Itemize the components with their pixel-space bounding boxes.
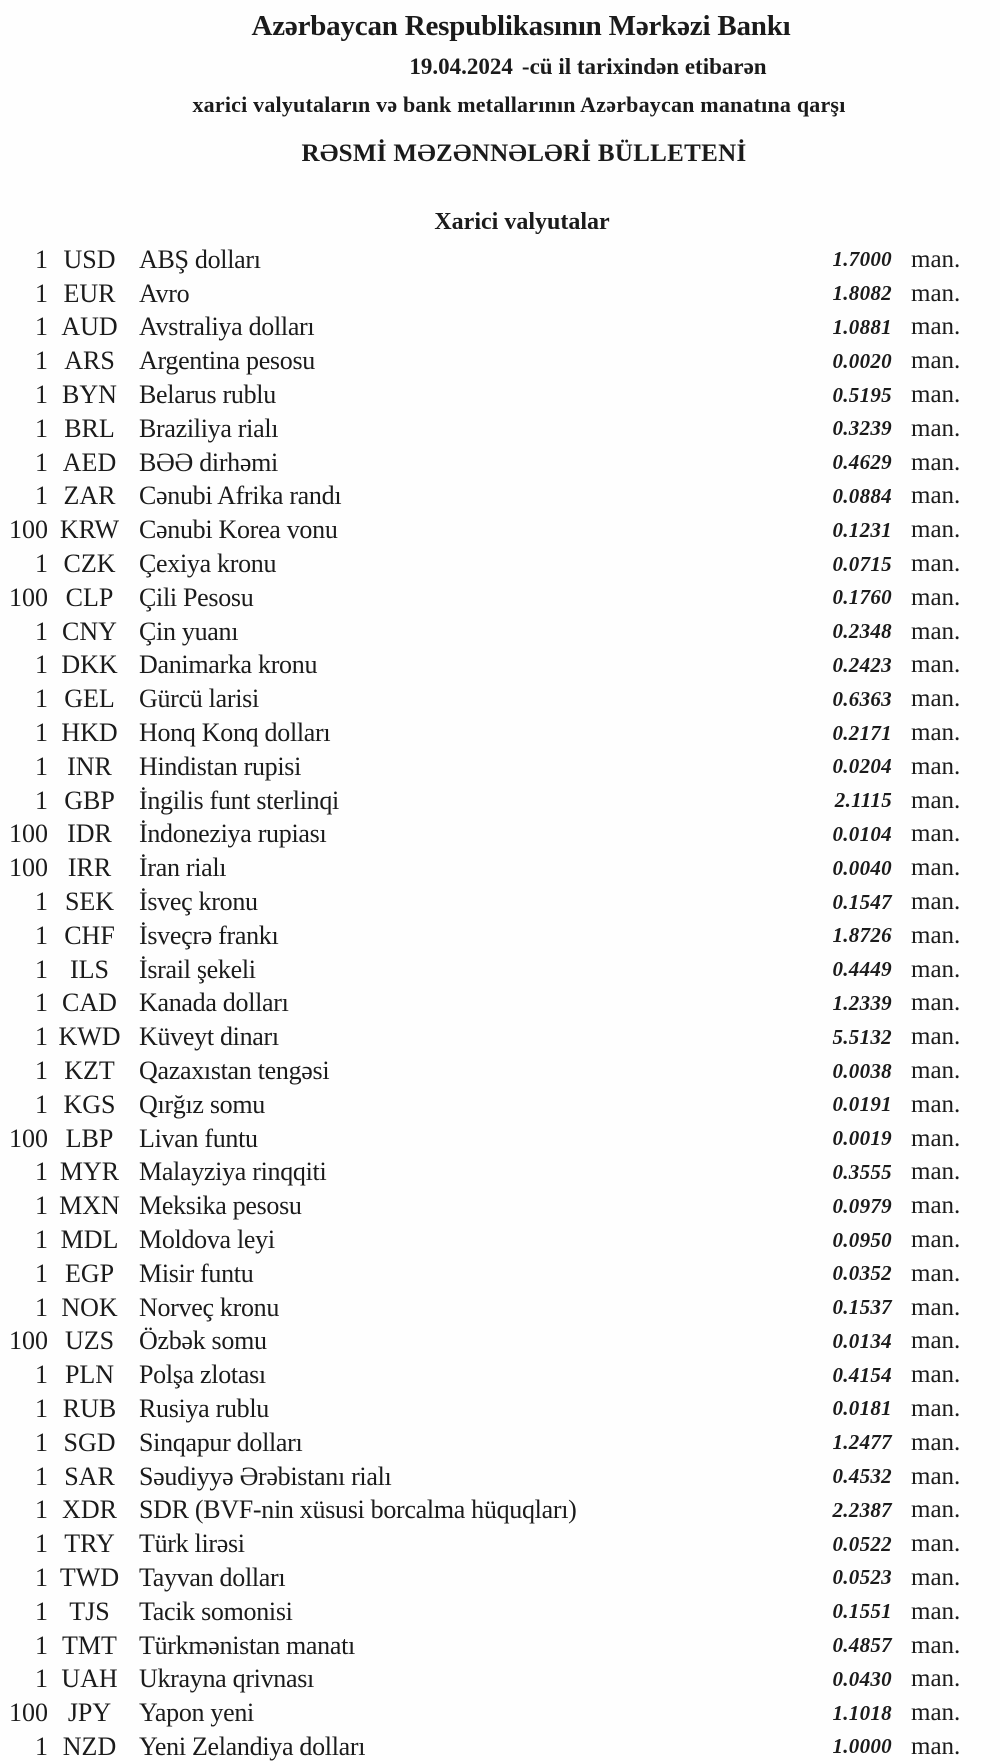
rate-quantity: 100 bbox=[9, 1698, 48, 1728]
rate-unit-label: man. bbox=[911, 989, 961, 1017]
rate-value: 0.3555 bbox=[832, 1159, 892, 1184]
rate-unit-label: man. bbox=[911, 1428, 961, 1456]
rate-row bbox=[0, 547, 1000, 581]
rate-row bbox=[0, 1426, 1000, 1460]
currency-code: TJS bbox=[69, 1596, 110, 1626]
rate-value: 0.4532 bbox=[832, 1464, 892, 1489]
currency-name: Meksika pesosu bbox=[139, 1191, 302, 1221]
rate-row bbox=[0, 1189, 1000, 1223]
currency-name: Norveç kronu bbox=[139, 1292, 280, 1322]
rate-value: 5.5132 bbox=[832, 1024, 892, 1049]
rate-quantity: 1 bbox=[35, 549, 48, 579]
rate-value: 0.4449 bbox=[832, 957, 892, 982]
rate-quantity: 1 bbox=[35, 1292, 48, 1322]
currency-code: XDR bbox=[62, 1495, 117, 1525]
rate-quantity: 1 bbox=[35, 481, 48, 511]
rate-unit-label: man. bbox=[911, 1226, 961, 1253]
rate-quantity: 1 bbox=[35, 1022, 48, 1052]
currency-name: BƏƏ dirhəmi bbox=[139, 447, 278, 477]
rate-quantity: 1 bbox=[35, 887, 48, 917]
currency-name: Rusiya rublu bbox=[139, 1393, 270, 1423]
rate-row bbox=[0, 1358, 1000, 1392]
rate-unit-label: man. bbox=[911, 888, 961, 916]
currency-name: Polşa zlotası bbox=[139, 1360, 266, 1390]
rate-value: 0.1551 bbox=[832, 1599, 892, 1624]
currency-name: Səudiyyə Ərəbistanı rialı bbox=[139, 1461, 392, 1491]
rate-row bbox=[0, 1629, 1000, 1663]
rate-unit-label: man. bbox=[911, 1597, 961, 1625]
currency-name: İsveçrə frankı bbox=[139, 920, 279, 950]
rate-row bbox=[0, 615, 1000, 649]
rate-unit-label: man. bbox=[911, 1394, 961, 1422]
rate-quantity: 100 bbox=[9, 853, 48, 883]
rate-quantity: 1 bbox=[35, 447, 48, 477]
rate-unit-label: man. bbox=[911, 1293, 961, 1321]
effective-date-suffix: -cü il tarixindən etibarən bbox=[521, 54, 767, 79]
rate-quantity: 1 bbox=[35, 278, 48, 308]
currency-code: SEK bbox=[64, 887, 115, 917]
rate-row bbox=[0, 716, 1000, 750]
rates-table bbox=[0, 243, 1000, 1764]
rate-value: 0.0038 bbox=[832, 1058, 892, 1083]
rate-unit-label: man. bbox=[911, 1158, 961, 1186]
rate-unit-label: man. bbox=[911, 1732, 961, 1760]
rate-unit-label: man. bbox=[911, 786, 961, 814]
rate-quantity: 1 bbox=[35, 920, 48, 950]
currency-code: KZT bbox=[64, 1056, 115, 1086]
rate-quantity: 1 bbox=[35, 1529, 48, 1559]
currency-name: Avro bbox=[139, 278, 190, 308]
rate-quantity: 1 bbox=[35, 785, 48, 815]
effective-date: 19.04.2024 bbox=[409, 54, 513, 79]
rate-value: 0.0950 bbox=[832, 1227, 892, 1252]
rate-unit-label: man. bbox=[911, 414, 961, 442]
rate-value: 0.0430 bbox=[832, 1666, 892, 1691]
rate-unit-label: man. bbox=[911, 1699, 961, 1727]
rate-row bbox=[0, 412, 1000, 446]
rate-quantity: 1 bbox=[35, 244, 48, 274]
currency-name: Çexiya kronu bbox=[139, 549, 277, 579]
rate-quantity: 100 bbox=[9, 1123, 48, 1153]
currency-code: ARS bbox=[64, 346, 115, 376]
currency-code: UZS bbox=[64, 1326, 115, 1356]
rate-unit-label: man. bbox=[911, 651, 961, 679]
rate-row bbox=[0, 1595, 1000, 1629]
currency-code: EGP bbox=[64, 1258, 115, 1288]
currency-code: PLN bbox=[64, 1360, 115, 1390]
rate-unit-label: man. bbox=[911, 1462, 961, 1490]
rate-quantity: 1 bbox=[35, 1596, 48, 1626]
rate-quantity: 1 bbox=[35, 346, 48, 376]
rate-value: 0.0352 bbox=[832, 1261, 892, 1286]
rate-row bbox=[0, 243, 1000, 277]
currency-code: GEL bbox=[64, 684, 115, 714]
currency-code: GBP bbox=[64, 785, 115, 815]
rate-unit-label: man. bbox=[911, 1496, 961, 1524]
currency-name: Özbək somu bbox=[139, 1326, 267, 1356]
rate-row bbox=[0, 1730, 1000, 1764]
rate-row bbox=[0, 513, 1000, 547]
rate-quantity: 1 bbox=[35, 1056, 48, 1086]
currency-code: IRR bbox=[67, 853, 112, 883]
currency-name: Tayvan dolları bbox=[139, 1562, 286, 1592]
currency-code: NZD bbox=[62, 1731, 117, 1761]
rate-unit-label: man. bbox=[911, 1259, 961, 1287]
currency-code: CAD bbox=[62, 988, 117, 1018]
rate-unit-label: man. bbox=[911, 617, 961, 645]
rate-quantity: 1 bbox=[35, 413, 48, 443]
rate-unit-label: man. bbox=[911, 1530, 961, 1558]
rate-quantity: 100 bbox=[9, 819, 48, 849]
currency-name: Tacik somonisi bbox=[139, 1596, 293, 1626]
currency-code: MYR bbox=[59, 1157, 120, 1187]
rate-value: 0.1547 bbox=[832, 889, 892, 914]
rate-value: 0.0181 bbox=[832, 1396, 892, 1421]
rate-row bbox=[0, 682, 1000, 716]
rate-row bbox=[0, 649, 1000, 683]
rate-row bbox=[0, 851, 1000, 885]
rate-value: 1.0000 bbox=[832, 1734, 892, 1759]
currency-code: MXN bbox=[59, 1191, 120, 1221]
currency-code: BYN bbox=[62, 380, 117, 410]
rate-unit-label: man. bbox=[911, 516, 961, 544]
currency-name: Avstraliya dolları bbox=[139, 312, 315, 342]
currency-name: Malayziya rinqqiti bbox=[139, 1157, 327, 1187]
rate-row bbox=[0, 1257, 1000, 1291]
rate-unit-label: man. bbox=[911, 752, 961, 780]
rate-quantity: 1 bbox=[35, 954, 48, 984]
bulletin-subtitle: xarici valyutaların və bank metallarının Azərbaycan manatına qarşı bbox=[192, 92, 846, 117]
rate-value: 0.0019 bbox=[832, 1126, 892, 1151]
rate-quantity: 1 bbox=[35, 751, 48, 781]
rate-quantity: 1 bbox=[35, 1225, 48, 1254]
currency-code: ILS bbox=[70, 954, 109, 984]
rate-row bbox=[0, 446, 1000, 480]
currency-name: Livan funtu bbox=[139, 1123, 258, 1153]
rate-unit-label: man. bbox=[911, 245, 961, 273]
rate-unit-label: man. bbox=[911, 820, 961, 848]
currency-name: İndoneziya rupiası bbox=[139, 819, 327, 849]
rate-value: 0.0134 bbox=[832, 1328, 892, 1353]
currency-code: TRY bbox=[64, 1529, 115, 1559]
rate-unit-label: man. bbox=[911, 685, 961, 713]
rate-unit-label: man. bbox=[911, 482, 961, 510]
rate-quantity: 1 bbox=[35, 718, 48, 748]
rate-value: 0.4629 bbox=[832, 450, 892, 475]
rate-unit-label: man. bbox=[911, 1124, 961, 1152]
rate-row bbox=[0, 581, 1000, 615]
rate-row bbox=[0, 818, 1000, 852]
currency-code: JPY bbox=[67, 1698, 112, 1728]
rate-value: 1.8726 bbox=[832, 923, 892, 948]
rate-value: 2.1115 bbox=[834, 788, 892, 813]
currency-code: BRL bbox=[64, 413, 115, 443]
rate-value: 0.5195 bbox=[832, 382, 892, 407]
rate-quantity: 1 bbox=[35, 1731, 48, 1761]
currency-name: Yeni Zelandiya dolları bbox=[139, 1731, 366, 1761]
currency-code: CNY bbox=[62, 616, 117, 646]
currency-name: Belarus rublu bbox=[139, 380, 276, 410]
rate-quantity: 100 bbox=[9, 515, 48, 545]
currency-code: CLP bbox=[65, 582, 114, 612]
rate-row bbox=[0, 1054, 1000, 1088]
rate-quantity: 1 bbox=[35, 616, 48, 646]
rate-unit-label: man. bbox=[911, 1057, 961, 1085]
rate-value: 0.0020 bbox=[832, 348, 892, 373]
currency-name: ABŞ dolları bbox=[139, 244, 261, 274]
currency-name: İngilis funt sterlinqi bbox=[139, 785, 339, 815]
currency-code: CHF bbox=[64, 920, 115, 950]
currency-code: LBP bbox=[65, 1123, 114, 1153]
currency-name: Küveyt dinarı bbox=[139, 1022, 279, 1052]
currency-code: IDR bbox=[67, 819, 112, 849]
rate-row bbox=[0, 1392, 1000, 1426]
rate-row bbox=[0, 885, 1000, 919]
rate-unit-label: man. bbox=[911, 550, 961, 578]
currency-code: TWD bbox=[59, 1562, 120, 1592]
bulletin-title: RƏSMİ MƏZƏNNƏLƏRİ BÜLLETENİ bbox=[301, 140, 747, 167]
rate-quantity: 1 bbox=[35, 1664, 48, 1694]
rate-value: 0.0715 bbox=[832, 551, 892, 576]
rate-quantity: 1 bbox=[35, 650, 48, 680]
rate-value: 0.3239 bbox=[832, 416, 892, 441]
rate-value: 0.0204 bbox=[832, 754, 892, 779]
rate-value: 1.7000 bbox=[832, 247, 892, 272]
rate-row bbox=[0, 1662, 1000, 1696]
effective-date-line bbox=[176, 54, 1000, 80]
rate-row bbox=[0, 277, 1000, 311]
currency-code: KWD bbox=[58, 1022, 121, 1052]
currency-name: Qazaxıstan tengəsi bbox=[139, 1056, 330, 1086]
rate-quantity: 1 bbox=[35, 988, 48, 1018]
currency-name: İsrail şekeli bbox=[139, 954, 256, 984]
rate-value: 1.1018 bbox=[832, 1700, 892, 1725]
rate-value: 0.2348 bbox=[832, 619, 892, 644]
rate-value: 0.1537 bbox=[832, 1295, 892, 1320]
rate-row bbox=[0, 784, 1000, 818]
rate-quantity: 1 bbox=[35, 1630, 48, 1660]
rate-row bbox=[0, 1460, 1000, 1494]
rate-row bbox=[0, 1156, 1000, 1190]
rate-quantity: 1 bbox=[35, 1393, 48, 1423]
currency-code: KRW bbox=[59, 515, 120, 545]
rate-quantity: 100 bbox=[9, 1326, 48, 1356]
rate-row bbox=[0, 378, 1000, 412]
rate-value: 1.0881 bbox=[832, 314, 892, 339]
rate-row bbox=[0, 1122, 1000, 1156]
currency-code: RUB bbox=[62, 1393, 117, 1423]
currency-name: İran rialı bbox=[139, 853, 227, 883]
currency-code: TMT bbox=[62, 1630, 117, 1660]
rate-row bbox=[0, 1561, 1000, 1595]
currency-name: SDR (BVF-nin xüsusi borcalma hüquqları) bbox=[139, 1495, 577, 1525]
rate-quantity: 1 bbox=[35, 1495, 48, 1525]
currency-name: Cənubi Korea vonu bbox=[139, 515, 338, 545]
rate-row bbox=[0, 1527, 1000, 1561]
currency-code: INR bbox=[67, 751, 112, 781]
rate-unit-label: man. bbox=[911, 1023, 961, 1051]
currency-name: Ukrayna qrivnası bbox=[139, 1664, 314, 1694]
rate-value: 1.2477 bbox=[832, 1430, 892, 1455]
rate-value: 0.0522 bbox=[832, 1531, 892, 1556]
currency-name: İsveç kronu bbox=[139, 887, 258, 917]
section-title-foreign-currencies: Xarici valyutalar bbox=[434, 209, 610, 235]
rate-unit-label: man. bbox=[911, 313, 961, 341]
rate-quantity: 1 bbox=[35, 1157, 48, 1187]
rate-value: 0.0040 bbox=[832, 855, 892, 880]
rate-unit-label: man. bbox=[911, 719, 961, 747]
rate-quantity: 1 bbox=[35, 380, 48, 410]
rate-value: 0.6363 bbox=[832, 686, 892, 711]
currency-name: Türk lirəsi bbox=[139, 1529, 245, 1559]
currency-name: Honq Konq dolları bbox=[139, 718, 331, 748]
rate-unit-label: man. bbox=[911, 279, 961, 307]
rate-value: 1.8082 bbox=[832, 281, 892, 306]
currency-code: USD bbox=[63, 244, 116, 274]
rate-value: 0.2171 bbox=[832, 720, 892, 745]
currency-code: SGD bbox=[63, 1427, 116, 1457]
rate-row bbox=[0, 987, 1000, 1021]
rate-row bbox=[0, 750, 1000, 784]
bank-title: Azərbaycan Respublikasının Mərkəzi Bankı bbox=[251, 10, 791, 42]
rate-unit-label: man. bbox=[911, 347, 961, 375]
rate-value: 0.0523 bbox=[832, 1565, 892, 1590]
currency-name: Türkmənistan manatı bbox=[139, 1630, 355, 1660]
rate-quantity: 1 bbox=[35, 1258, 48, 1288]
currency-code: NOK bbox=[61, 1292, 118, 1322]
rate-row bbox=[0, 919, 1000, 953]
currency-name: Moldova leyi bbox=[139, 1225, 275, 1254]
rate-value: 0.0884 bbox=[832, 483, 892, 508]
currency-code: ZAR bbox=[63, 481, 116, 511]
currency-code: KGS bbox=[63, 1089, 116, 1119]
currency-code: DKK bbox=[61, 650, 118, 680]
currency-code: CZK bbox=[63, 549, 116, 579]
currency-code: HKD bbox=[61, 718, 118, 748]
currency-name: Gürcü larisi bbox=[139, 684, 259, 714]
rate-value: 0.0191 bbox=[832, 1092, 892, 1117]
rate-unit-label: man. bbox=[911, 1192, 961, 1220]
rate-row bbox=[0, 1223, 1000, 1257]
rate-unit-label: man. bbox=[911, 1361, 961, 1389]
currency-name: Argentina pesosu bbox=[139, 346, 315, 376]
rate-row bbox=[0, 311, 1000, 345]
rate-quantity: 1 bbox=[35, 1562, 48, 1592]
rate-unit-label: man. bbox=[911, 1090, 961, 1118]
currency-code: AUD bbox=[61, 312, 118, 342]
rate-value: 1.2339 bbox=[832, 990, 892, 1015]
currency-code: EUR bbox=[63, 278, 116, 308]
rate-row bbox=[0, 953, 1000, 987]
rate-quantity: 1 bbox=[35, 1461, 48, 1491]
rate-quantity: 1 bbox=[35, 1427, 48, 1457]
currency-name: Braziliya rialı bbox=[139, 413, 279, 443]
rate-row bbox=[0, 1325, 1000, 1359]
currency-name: Qırğız somu bbox=[139, 1089, 265, 1119]
currency-code: AED bbox=[62, 447, 117, 477]
rate-row bbox=[0, 344, 1000, 378]
rate-row bbox=[0, 1291, 1000, 1325]
currency-code: UAH bbox=[61, 1664, 118, 1694]
currency-name: Yapon yeni bbox=[139, 1698, 254, 1728]
rate-quantity: 1 bbox=[35, 1360, 48, 1390]
currency-name: Çin yuanı bbox=[139, 616, 239, 646]
rate-value: 0.4857 bbox=[832, 1633, 892, 1658]
rate-unit-label: man. bbox=[911, 583, 961, 611]
rate-row bbox=[0, 1088, 1000, 1122]
rate-unit-label: man. bbox=[911, 921, 961, 949]
rate-value: 0.1231 bbox=[832, 517, 892, 542]
rate-quantity: 1 bbox=[35, 684, 48, 714]
rate-unit-label: man. bbox=[911, 1631, 961, 1659]
rate-quantity: 1 bbox=[35, 1191, 48, 1221]
currency-name: Danimarka kronu bbox=[139, 650, 318, 680]
rate-value: 0.2423 bbox=[832, 652, 892, 677]
rate-row bbox=[0, 1020, 1000, 1054]
rate-value: 0.0104 bbox=[832, 821, 892, 846]
rate-unit-label: man. bbox=[911, 955, 961, 983]
currency-name: Hindistan rupisi bbox=[139, 751, 302, 781]
rate-unit-label: man. bbox=[911, 1327, 961, 1355]
currency-name: Cənubi Afrika randı bbox=[139, 481, 342, 511]
rate-quantity: 1 bbox=[35, 312, 48, 342]
rate-row bbox=[0, 480, 1000, 514]
rate-value: 0.0979 bbox=[832, 1193, 892, 1218]
rate-quantity: 1 bbox=[35, 1089, 48, 1119]
rate-unit-label: man. bbox=[911, 1563, 961, 1591]
rate-unit-label: man. bbox=[911, 448, 961, 476]
rate-value: 2.2387 bbox=[832, 1497, 892, 1522]
rate-row bbox=[0, 1696, 1000, 1730]
currency-name: Çili Pesosu bbox=[139, 582, 254, 612]
currency-code: MDL bbox=[60, 1225, 119, 1254]
rate-unit-label: man. bbox=[911, 1665, 961, 1693]
rate-unit-label: man. bbox=[911, 854, 961, 882]
rate-value: 0.4154 bbox=[832, 1362, 892, 1387]
rate-quantity: 100 bbox=[9, 582, 48, 612]
currency-name: Misir funtu bbox=[139, 1258, 254, 1288]
currency-name: Sinqapur dolları bbox=[139, 1427, 303, 1457]
rate-row bbox=[0, 1493, 1000, 1527]
rate-unit-label: man. bbox=[911, 381, 961, 409]
currency-code: SAR bbox=[64, 1461, 115, 1491]
rate-value: 0.1760 bbox=[832, 585, 892, 610]
currency-name: Kanada dolları bbox=[139, 988, 289, 1018]
